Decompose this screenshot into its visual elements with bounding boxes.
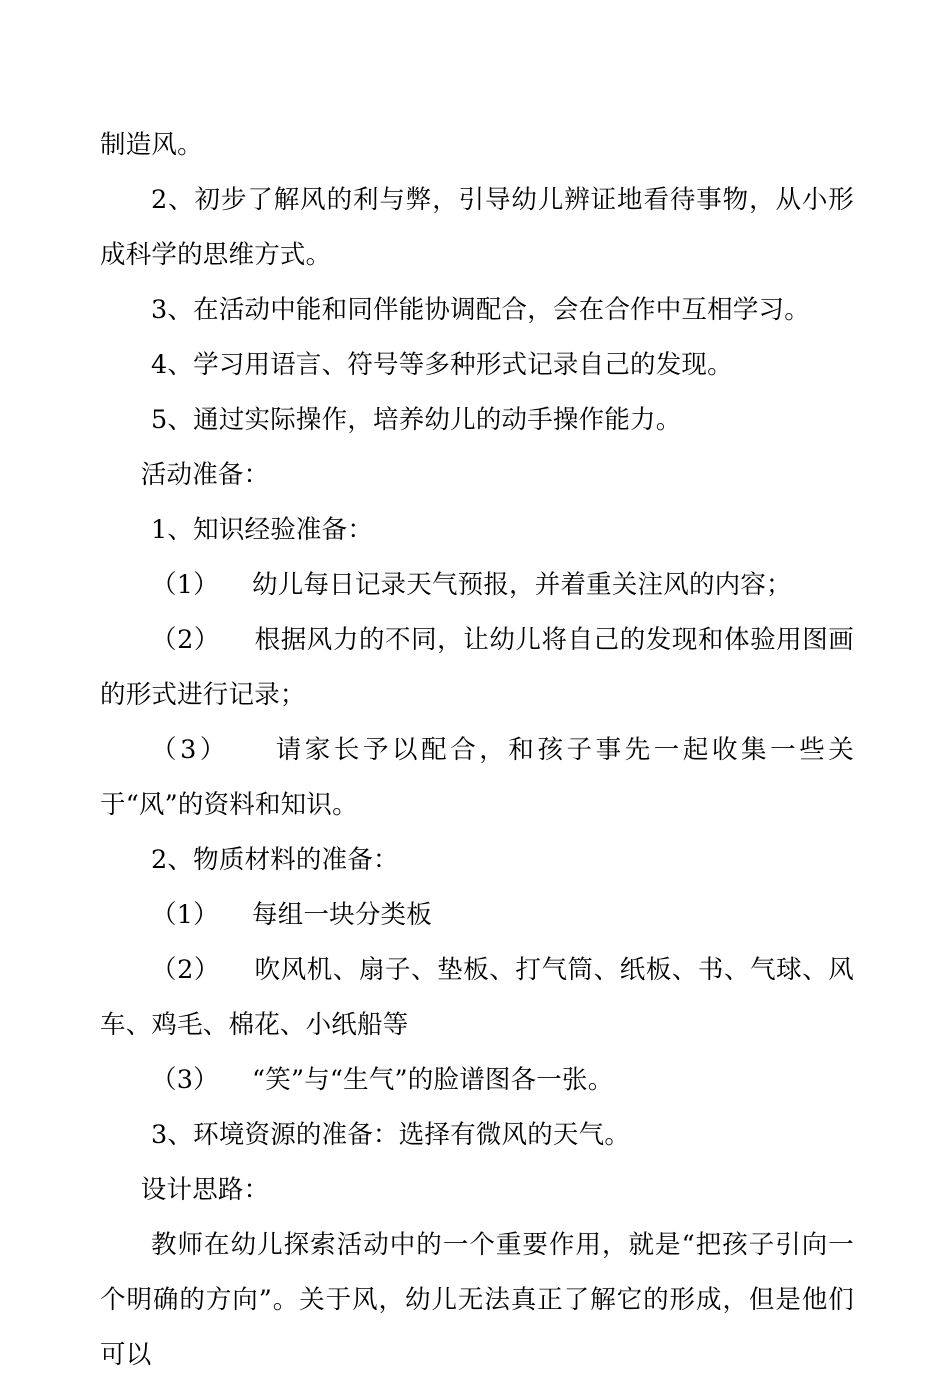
- paragraph: 5、通过实际操作，培养幼儿的动手操作能力。: [151, 405, 682, 435]
- paragraph: 2、初步了解风的利与弊，引导幼儿辨证地看待事物，从小形成科学的思维方式。: [100, 185, 854, 270]
- paragraph: 2、物质材料的准备：: [151, 845, 399, 875]
- paragraph: （3） “笑”与“生气”的脸谱图各一张。: [151, 1065, 614, 1095]
- section-heading: 设计思路：: [140, 1175, 270, 1205]
- paragraph: （2） 吹风机、扇子、垫板、打气筒、纸板、书、气球、风车、鸡毛、棉花、小纸船等: [100, 955, 854, 1040]
- paragraph: 1、知识经验准备：: [151, 515, 374, 545]
- paragraph: 4、学习用语言、符号等多种形式记录自己的发现。: [151, 350, 733, 380]
- paragraph: （2） 根据风力的不同，让幼儿将自己的发现和体验用图画的形式进行记录；: [100, 625, 854, 710]
- document-body: [100, 118, 854, 1383]
- paragraph: 制造风。: [100, 130, 203, 160]
- paragraph: 3、在活动中能和同伴能协调配合，会在合作中互相学习。: [151, 295, 810, 325]
- paragraph: （1） 幼儿每日记录天气预报，并着重关注风的内容；: [151, 570, 792, 600]
- paragraph: （3） 请家长予以配合，和孩子事先一起收集一些关于“风”的资料和知识。: [100, 735, 854, 820]
- section-heading: 活动准备：: [140, 460, 270, 490]
- paragraph: 教师在幼儿探索活动中的一个重要作用，就是“把孩子引向一个明确的方向”。关于风，幼儿无法真正了解它的形成，但是他们可以: [100, 1230, 854, 1370]
- paragraph: 3、环境资源的准备：选择有微风的天气。: [151, 1120, 631, 1150]
- paragraph: （1） 每组一块分类板: [151, 900, 432, 930]
